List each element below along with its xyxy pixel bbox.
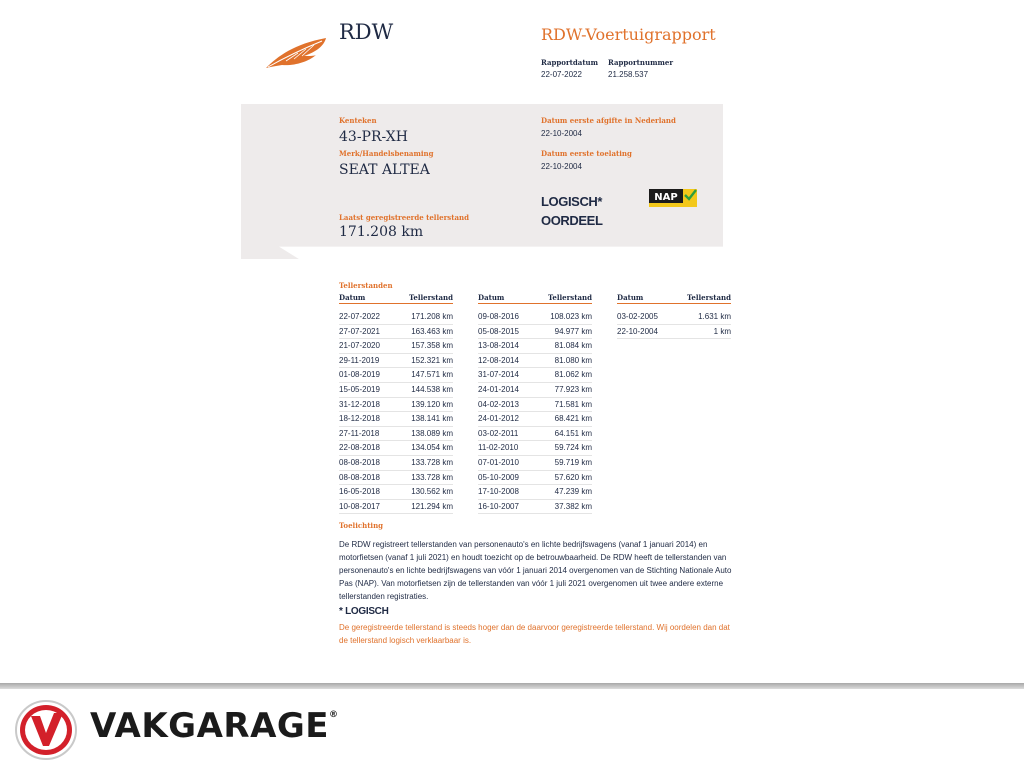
row-km: 138.141 km [411, 414, 453, 424]
odometer-column-header [478, 293, 592, 304]
report-title: RDW-Voertuigrapport [541, 25, 716, 44]
row-km: 138.089 km [411, 428, 453, 438]
row-date: 21-07-2020 [339, 341, 380, 351]
table-row [478, 500, 592, 515]
row-km: 1 km [713, 326, 731, 336]
row-date: 05-10-2009 [478, 472, 519, 482]
row-km: 59.719 km [554, 457, 592, 467]
first-admission-label: Datum eerste toelating [541, 149, 632, 158]
row-date: 18-12-2018 [339, 414, 380, 424]
row-km: 64.151 km [554, 428, 592, 438]
reading-header: Tellerstand [408, 293, 453, 302]
odometer-column-3 [617, 293, 731, 339]
table-row [478, 368, 592, 383]
row-km: 121.294 km [411, 501, 453, 511]
make-value: SEAT ALTEA [339, 162, 430, 178]
table-row [339, 485, 453, 500]
row-date: 03-02-2011 [478, 428, 519, 438]
row-date: 22-10-2004 [617, 326, 658, 336]
table-row [617, 310, 731, 325]
report-number: 21.258.537 [608, 70, 649, 79]
row-date: 29-11-2019 [339, 355, 380, 365]
plate-label: Kenteken [339, 116, 377, 125]
row-date: 01-08-2019 [339, 370, 380, 380]
odometer-column-header [339, 293, 453, 304]
row-date: 07-01-2010 [478, 457, 519, 467]
odometer-column-1 [339, 293, 453, 514]
row-km: 130.562 km [411, 487, 453, 497]
row-km: 1.631 km [698, 312, 731, 321]
row-date: 10-08-2017 [339, 501, 380, 511]
row-km: 68.421 km [554, 414, 592, 424]
reading-header: Tellerstand [547, 293, 592, 302]
nap-text: NAP [654, 192, 678, 203]
row-km: 157.358 km [411, 341, 453, 351]
vakgarage-brand [90, 706, 339, 746]
table-row [478, 456, 592, 471]
row-date: 15-05-2019 [339, 384, 380, 394]
rdw-feather-logo-icon [264, 34, 330, 70]
row-date: 16-05-2018 [339, 487, 380, 497]
rdw-brand: RDW [339, 20, 394, 44]
table-row [339, 398, 453, 413]
row-date: 13-08-2014 [478, 341, 519, 351]
nap-check-icon [649, 189, 697, 207]
table-row [339, 456, 453, 471]
row-date: 22-07-2022 [339, 312, 380, 321]
date-header: Datum [617, 293, 644, 302]
row-km: 134.054 km [411, 443, 453, 453]
table-row [617, 325, 731, 340]
row-km: 47.239 km [554, 487, 592, 497]
odometer-column-2 [478, 293, 592, 514]
table-row [478, 383, 592, 398]
row-date: 09-08-2016 [478, 312, 519, 321]
row-km: 37.382 km [554, 501, 592, 511]
table-row [478, 398, 592, 413]
row-date: 12-08-2014 [478, 355, 519, 365]
table-row [339, 427, 453, 442]
table-row [478, 427, 592, 442]
row-km: 59.724 km [554, 443, 592, 453]
row-date: 24-01-2014 [478, 384, 519, 394]
table-row [478, 412, 592, 427]
row-date: 27-11-2018 [339, 428, 380, 438]
report-date: 22-07-2022 [541, 70, 582, 79]
row-km: 94.977 km [554, 326, 592, 336]
table-row [339, 500, 453, 515]
row-km: 71.581 km [554, 399, 592, 409]
first-issue-nl-label: Datum eerste afgifte in Nederland [541, 116, 676, 125]
row-date: 08-08-2018 [339, 472, 380, 482]
row-km: 133.728 km [411, 472, 453, 482]
last-odometer-value: 171.208 km [339, 224, 424, 240]
row-km: 139.120 km [411, 399, 453, 409]
table-row [339, 383, 453, 398]
row-km: 152.321 km [411, 355, 453, 365]
row-date: 24-01-2012 [478, 414, 519, 424]
row-date: 16-10-2007 [478, 501, 519, 511]
table-row [339, 412, 453, 427]
report-number-label: Rapportnummer [608, 58, 674, 67]
row-km: 77.923 km [554, 384, 592, 394]
table-row [478, 485, 592, 500]
verdict-line-1: LOGISCH* [541, 194, 603, 209]
row-km: 108.023 km [550, 312, 592, 321]
table-row [478, 471, 592, 486]
table-row [339, 339, 453, 354]
table-row [478, 325, 592, 340]
table-row [339, 310, 453, 325]
row-km: 81.062 km [554, 370, 592, 380]
row-km: 163.463 km [411, 326, 453, 336]
report-date-label: Rapportdatum [541, 58, 599, 67]
row-date: 08-08-2018 [339, 457, 380, 467]
row-km: 81.084 km [554, 341, 592, 351]
table-row [339, 368, 453, 383]
first-issue-nl-value: 22-10-2004 [541, 129, 582, 138]
row-km: 171.208 km [411, 312, 453, 321]
row-km: 144.538 km [411, 384, 453, 394]
row-date: 31-12-2018 [339, 399, 380, 409]
row-date: 31-07-2014 [478, 370, 519, 380]
odometer-column-header [617, 293, 731, 304]
table-row [339, 354, 453, 369]
row-date: 11-02-2010 [478, 443, 519, 453]
row-km: 81.080 km [554, 355, 592, 365]
row-date: 17-10-2008 [478, 487, 519, 497]
vakgarage-logo-icon [14, 699, 78, 761]
table-row [478, 441, 592, 456]
plate-value: 43-PR-XH [339, 129, 408, 145]
table-row [339, 325, 453, 340]
last-odometer-label: Laatst geregistreerde tellerstand [339, 213, 469, 222]
logisch-title: * LOGISCH [339, 606, 389, 617]
table-row [339, 471, 453, 486]
first-admission-value: 22-10-2004 [541, 162, 582, 171]
verdict [541, 192, 602, 230]
date-header: Datum [339, 293, 366, 302]
verdict-line-2: OORDEEL [541, 213, 603, 228]
table-row [478, 354, 592, 369]
reading-header: Tellerstand [686, 293, 731, 302]
row-date: 27-07-2021 [339, 326, 380, 336]
row-km: 147.571 km [411, 370, 453, 380]
vehicle-summary-panel [241, 104, 723, 259]
odometer-table-title: Tellerstanden [339, 281, 393, 290]
row-km: 57.620 km [554, 472, 592, 482]
explanation-body: De RDW registreert tellerstanden van personenauto's en lichte bedrijfswagens (vanaf 1 januari 2014) en motorfietsen (vanaf 1 juli 2021) en houdt toezicht op de betrouwbaarheid. De RDW heeft de tellerstanden van personenauto's en lichte bedrijfswagens van vóór 1 januari 2014 overgenomen van de Stichting Nationale Auto Pas (NAP). Van motorfietsen zijn de tellerstanden van vóór 1 juli 2021 overgenomen uit twee andere externe tellerstanden registraties. [339, 540, 732, 601]
table-row [478, 310, 592, 325]
make-label: Merk/Handelsbenaming [339, 149, 434, 158]
row-date: 05-08-2015 [478, 326, 519, 336]
row-date: 03-02-2005 [617, 312, 658, 321]
explanation-title: Toelichting [339, 521, 384, 530]
vakgarage-word: VAKGARAGE [90, 706, 330, 746]
table-row [478, 339, 592, 354]
row-date: 22-08-2018 [339, 443, 380, 453]
date-header: Datum [478, 293, 505, 302]
row-date: 04-02-2013 [478, 399, 519, 409]
row-km: 133.728 km [411, 457, 453, 467]
logisch-text: De geregistreerde tellerstand is steeds hoger dan de daarvoor geregistreerde tellerstand. Wij oordelen dan dat de tellerstand logisch verklaarbaar is. [339, 623, 730, 645]
registered-mark: ® [329, 710, 339, 720]
table-row [339, 441, 453, 456]
